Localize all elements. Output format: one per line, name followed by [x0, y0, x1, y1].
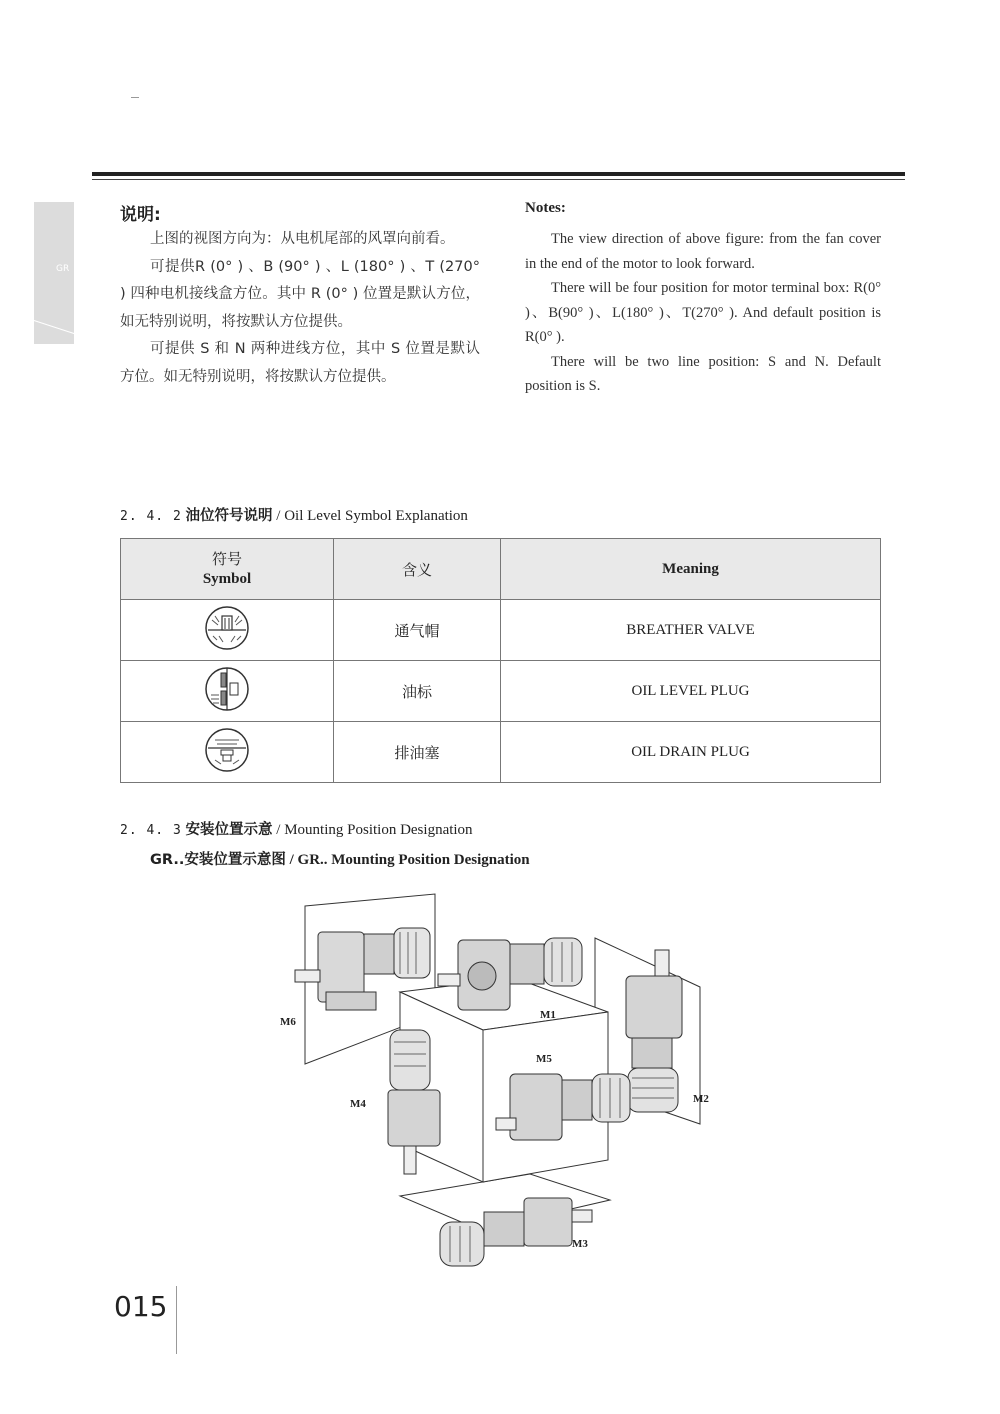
meaning-en: OIL LEVEL PLUG — [501, 661, 881, 722]
notes-cn-heading: 说明: — [120, 205, 161, 225]
section-243-title: 2. 4. 3 安装位置示意 / Mounting Position Designation — [120, 822, 473, 838]
notes-cn-body — [120, 226, 480, 391]
oil-level-plug-icon — [121, 661, 334, 722]
label-m5: M5 — [536, 1053, 552, 1065]
table-row — [121, 600, 881, 661]
meaning-en: OIL DRAIN PLUG — [501, 722, 881, 783]
notes-cn-paragraph: 上图的视图方向为：从电机尾部的风罩向前看。 — [150, 231, 455, 247]
notes-cn-paragraph: 可提供 S 和 N 两种进线方位，其中 S 位置是默认方位。如无特别说明，将按默认方位提供。 — [120, 341, 480, 385]
label-m1: M1 — [540, 1009, 556, 1021]
header-mark — [131, 97, 139, 98]
section-243-subtitle: GR..安装位置示意图 / GR.. Mounting Position Designation — [150, 852, 530, 868]
label-m3: M3 — [572, 1238, 588, 1250]
oil-symbol-table — [120, 538, 881, 783]
notes-en-body — [525, 227, 881, 399]
table-row — [121, 661, 881, 722]
meaning-cn: 油标 — [334, 661, 501, 722]
meaning-en: BREATHER VALVE — [501, 600, 881, 661]
header-meaning-cn: 含义 — [334, 539, 501, 600]
header-symbol: 符号 Symbol — [121, 539, 334, 600]
header-meaning-en: Meaning — [501, 539, 881, 600]
section-242-title: 2. 4. 2 油位符号说明 / Oil Level Symbol Explanation — [120, 508, 468, 524]
label-m4: M4 — [350, 1098, 366, 1110]
notes-en-paragraph: There will be four position for motor terminal box: R(0° )、B(90° )、L(180° )、T(270° ). And default position is R(0° ). — [525, 280, 881, 345]
label-m2: M2 — [693, 1093, 709, 1105]
meaning-cn: 通气帽 — [334, 600, 501, 661]
page-number-divider — [176, 1286, 177, 1354]
side-tab-label: GR — [56, 264, 70, 274]
header-rule-thin — [92, 179, 905, 180]
meaning-cn: 排油塞 — [334, 722, 501, 783]
oil-drain-plug-icon — [121, 722, 334, 783]
table-header-row — [121, 539, 881, 600]
mounting-position-diagram — [270, 892, 740, 1277]
notes-cn-paragraph: 可提供R (0° ) 、B (90° ) 、L (180° ) 、T (270° ) 四种电机接线盒方位。其中 R (0° ) 位置是默认方位，如无特别说明，将按默认方位提供。 — [120, 258, 480, 330]
page-number: 015 — [114, 1290, 168, 1323]
header-rule — [92, 172, 905, 176]
table-row — [121, 722, 881, 783]
notes-en-paragraph: There will be two line position: S and N. Default position is S. — [525, 353, 881, 394]
label-m6: M6 — [280, 1016, 296, 1028]
breather-valve-icon — [121, 600, 334, 661]
notes-en-paragraph: The view direction of above figure: from the fan cover in the end of the motor to look forward. — [525, 231, 881, 272]
notes-en-heading: Notes: — [525, 200, 566, 216]
side-tab — [34, 202, 74, 344]
